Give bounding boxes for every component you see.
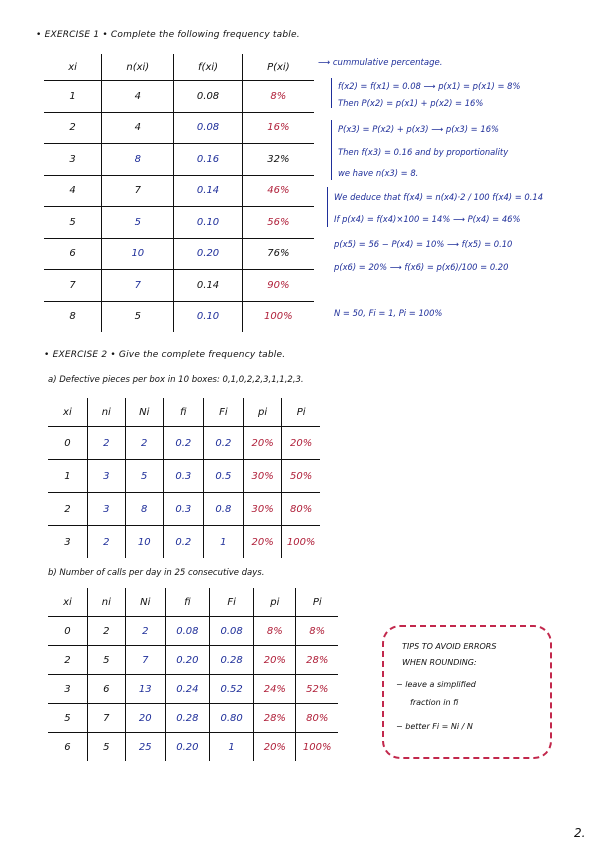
table-cell: 3 bbox=[44, 144, 102, 176]
table-cell: 8% bbox=[254, 617, 296, 646]
table-cell: 5 bbox=[48, 704, 87, 733]
table-cell: 10 bbox=[102, 238, 174, 270]
table-cell: 2 bbox=[48, 646, 87, 675]
table-row bbox=[48, 675, 338, 704]
exercise1-title: • EXERCISE 1 • Complete the following frequency table. bbox=[36, 30, 300, 40]
table-cell: 2 bbox=[87, 617, 125, 646]
table-cell: 2 bbox=[125, 617, 165, 646]
table-cell: 0.20 bbox=[165, 646, 209, 675]
table-cell: 0.2 bbox=[163, 427, 203, 460]
table-cell: 8 bbox=[125, 493, 163, 526]
table-cell: 100% bbox=[302, 741, 332, 753]
table-cell: 28% bbox=[296, 646, 338, 675]
part-a-title: a) Defective pieces per box in 10 boxes: 0,1,0,2,2,3,1,1,2,3. bbox=[48, 375, 304, 385]
table-cell: 0.3 bbox=[163, 460, 203, 493]
table-cell: 20% bbox=[243, 427, 281, 460]
table-cell: 0.14 bbox=[174, 270, 242, 302]
table-cell: 25 bbox=[125, 733, 165, 762]
table-cell: 0.3 bbox=[163, 493, 203, 526]
table-cell: 0.2 bbox=[203, 427, 243, 460]
table-cell: 7 bbox=[87, 704, 125, 733]
table-cell: 7 bbox=[102, 270, 174, 302]
table-cell: 0.80 bbox=[209, 704, 253, 733]
table-cell: 46% bbox=[242, 175, 314, 207]
table-cell: 3 bbox=[87, 460, 125, 493]
table-cell: 3 bbox=[48, 526, 87, 559]
table-cell: 5 bbox=[102, 207, 174, 239]
table-cell: 0.20 bbox=[174, 238, 242, 270]
table-row bbox=[44, 207, 314, 239]
table-row bbox=[44, 112, 314, 144]
header-cell: fi bbox=[163, 398, 203, 427]
table-cell: 8% bbox=[242, 81, 314, 113]
tips-line: WHEN ROUNDING: bbox=[402, 658, 477, 667]
table-cell: 0.8 bbox=[203, 493, 243, 526]
table-cell: 20% bbox=[254, 646, 296, 675]
table-cell: 80% bbox=[296, 704, 338, 733]
note-brace bbox=[327, 187, 328, 227]
table-cell: 1 bbox=[48, 460, 87, 493]
table-cell: 8% bbox=[296, 617, 338, 646]
table-cell: 1 bbox=[44, 81, 102, 113]
table-cell: 20% bbox=[254, 733, 296, 762]
table-row bbox=[44, 238, 314, 270]
table-cell: 100% bbox=[286, 536, 316, 548]
header-cell: ni bbox=[87, 398, 125, 427]
note-line: p(x6) = 20% ⟶ f(x6) = p(x6)/100 = 0.20 bbox=[334, 262, 509, 272]
table-cell: 0.20 bbox=[165, 733, 209, 762]
table-cell: 20 bbox=[125, 704, 165, 733]
header-cell: xi bbox=[68, 61, 77, 73]
table-cell: 7 bbox=[102, 175, 174, 207]
table-cell: 32% bbox=[242, 144, 314, 176]
table-row bbox=[48, 460, 320, 493]
table-row bbox=[48, 704, 338, 733]
header-cell: f(xi) bbox=[174, 54, 242, 81]
table-cell: 0.10 bbox=[174, 301, 242, 332]
table-cell: 5 bbox=[102, 301, 174, 332]
table-cell: 2 bbox=[44, 112, 102, 144]
table-row bbox=[44, 270, 314, 302]
table-cell: 5 bbox=[87, 733, 125, 762]
table-cell: 80% bbox=[282, 493, 320, 526]
tips-box bbox=[382, 625, 552, 759]
table-row bbox=[44, 175, 314, 207]
exercise2-title: • EXERCISE 2 • Give the complete frequency table. bbox=[44, 350, 286, 360]
table-cell: 4 bbox=[102, 81, 174, 113]
note-line: N = 50, Fi = 1, Pi = 100% bbox=[334, 308, 443, 318]
table-row bbox=[44, 144, 314, 176]
header-cell: P(xi) bbox=[242, 54, 314, 81]
header-cell: Pi bbox=[282, 398, 320, 427]
cumulative-percentage-note: ⟶ cummulative percentage. bbox=[318, 58, 443, 68]
page-number: 2. bbox=[574, 826, 586, 840]
table-row bbox=[44, 81, 314, 113]
table-cell: 30% bbox=[243, 493, 281, 526]
exercise1-table bbox=[44, 54, 314, 332]
note-line: P(x3) = P(x2) + p(x3) ⟶ p(x3) = 16% bbox=[338, 124, 499, 134]
table-cell: 2 bbox=[87, 427, 125, 460]
note-line: We deduce that f(x4) = n(x4)·2 / 100 f(x4) = 0.14 bbox=[334, 192, 544, 202]
table-cell: 6 bbox=[48, 733, 87, 762]
table-cell: 0.08 bbox=[209, 617, 253, 646]
header-cell: ni bbox=[87, 588, 125, 617]
table-cell: 50% bbox=[282, 460, 320, 493]
header-cell: Ni bbox=[125, 398, 163, 427]
note-brace bbox=[331, 120, 332, 180]
table-cell: 100% bbox=[242, 301, 314, 332]
table-header-row bbox=[44, 54, 314, 81]
header-cell: Fi bbox=[209, 588, 253, 617]
table-cell: 4 bbox=[44, 175, 102, 207]
table-cell: 0.5 bbox=[203, 460, 243, 493]
table-header-row bbox=[48, 398, 320, 427]
table-cell: 52% bbox=[296, 675, 338, 704]
table-cell: 1 bbox=[209, 733, 253, 762]
table-cell: 20% bbox=[243, 526, 281, 559]
table-cell: 2 bbox=[125, 427, 163, 460]
table-cell: 0.08 bbox=[165, 617, 209, 646]
table-cell: 28% bbox=[254, 704, 296, 733]
table-cell: 10 bbox=[125, 526, 163, 559]
table-cell: 16% bbox=[242, 112, 314, 144]
table-cell: 6 bbox=[44, 238, 102, 270]
tips-line: fraction in fi bbox=[410, 698, 459, 707]
table-cell: 0.28 bbox=[165, 704, 209, 733]
note-brace bbox=[331, 78, 332, 108]
table-cell: 3 bbox=[87, 493, 125, 526]
note-line: p(x5) = 56 − P(x4) = 10% ⟶ f(x5) = 0.10 bbox=[334, 239, 513, 249]
table-cell: 90% bbox=[242, 270, 314, 302]
tips-line: − leave a simplified bbox=[396, 680, 476, 689]
table-cell: 8 bbox=[102, 144, 174, 176]
table-cell: 2 bbox=[48, 493, 87, 526]
table-cell: 24% bbox=[254, 675, 296, 704]
note-line: we have n(x3) = 8. bbox=[338, 168, 419, 178]
table-cell: 4 bbox=[102, 112, 174, 144]
table-cell: 0.2 bbox=[163, 526, 203, 559]
header-cell: pi bbox=[243, 398, 281, 427]
table-cell: 0.14 bbox=[174, 175, 242, 207]
table-cell: 3 bbox=[48, 675, 87, 704]
header-cell: fi bbox=[165, 588, 209, 617]
table-cell: 8 bbox=[44, 301, 102, 332]
table-cell: 13 bbox=[125, 675, 165, 704]
header-cell: Ni bbox=[125, 588, 165, 617]
table-cell: 56% bbox=[242, 207, 314, 239]
table-row bbox=[48, 493, 320, 526]
table-cell: 76% bbox=[242, 238, 314, 270]
table-row bbox=[48, 526, 320, 559]
table-cell: 7 bbox=[44, 270, 102, 302]
note-line: If p(x4) = f(x4)×100 = 14% ⟶ P(x4) = 46% bbox=[334, 214, 521, 224]
table-cell: 0.16 bbox=[174, 144, 242, 176]
table-cell: 5 bbox=[125, 460, 163, 493]
table-cell: 0 bbox=[48, 617, 87, 646]
table-cell: 7 bbox=[125, 646, 165, 675]
header-cell: xi bbox=[48, 588, 87, 617]
table-cell: 20% bbox=[282, 427, 320, 460]
header-cell: xi bbox=[48, 398, 87, 427]
table-cell: 0.10 bbox=[174, 207, 242, 239]
tips-line: − better Fi = Ni / N bbox=[396, 722, 473, 731]
table-row bbox=[44, 301, 314, 332]
table-cell: 1 bbox=[203, 526, 243, 559]
part-a-table bbox=[48, 398, 320, 558]
table-cell: 0 bbox=[48, 427, 87, 460]
part-b-table bbox=[48, 588, 338, 761]
table-header-row bbox=[48, 588, 338, 617]
table-cell: 5 bbox=[44, 207, 102, 239]
part-b-title: b) Number of calls per day in 25 consecutive days. bbox=[48, 568, 265, 578]
table-cell: 0.28 bbox=[209, 646, 253, 675]
table-cell: 0.08 bbox=[174, 81, 242, 113]
header-cell: n(xi) bbox=[102, 54, 174, 81]
header-cell: Pi bbox=[296, 588, 338, 617]
table-cell: 0.24 bbox=[165, 675, 209, 704]
table-cell: 30% bbox=[243, 460, 281, 493]
table-cell: 2 bbox=[87, 526, 125, 559]
table-row bbox=[48, 617, 338, 646]
header-cell: Fi bbox=[203, 398, 243, 427]
table-cell: 0.08 bbox=[174, 112, 242, 144]
table-cell: 6 bbox=[87, 675, 125, 704]
table-row bbox=[48, 427, 320, 460]
table-row bbox=[48, 646, 338, 675]
table-row bbox=[48, 733, 338, 762]
table-cell: 5 bbox=[87, 646, 125, 675]
header-cell: pi bbox=[254, 588, 296, 617]
note-line: Then P(x2) = p(x1) + p(x2) = 16% bbox=[338, 98, 484, 108]
table-cell: 0.52 bbox=[209, 675, 253, 704]
note-line: f(x2) = f(x1) = 0.08 ⟶ p(x1) = p(x1) = 8% bbox=[338, 81, 521, 91]
note-line: Then f(x3) = 0.16 and by proportionality bbox=[338, 147, 509, 157]
tips-line: TIPS TO AVOID ERRORS bbox=[402, 642, 497, 651]
